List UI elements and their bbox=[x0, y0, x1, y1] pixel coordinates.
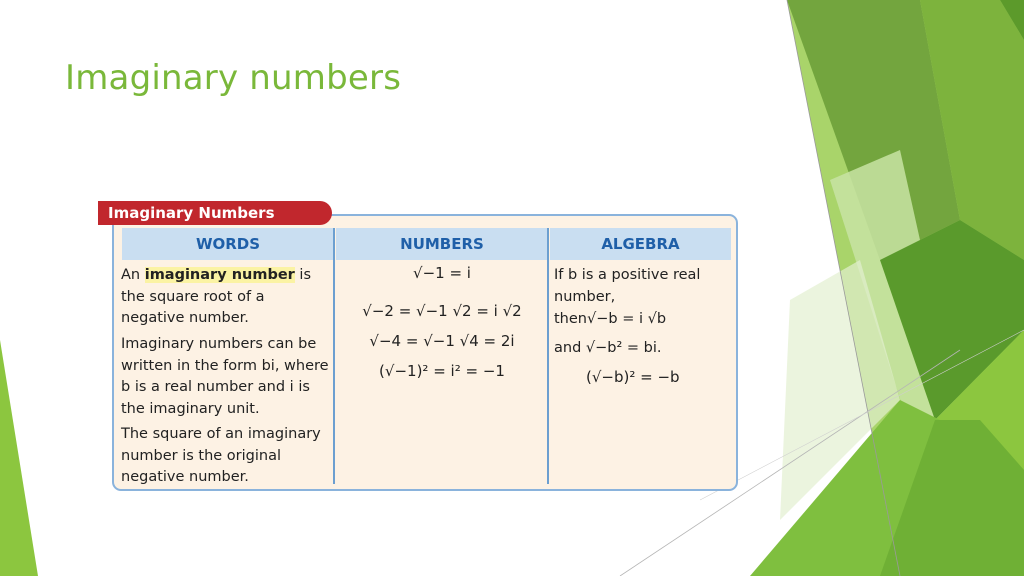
table-banner: Imaginary Numbers bbox=[98, 201, 332, 225]
number-example-1: √−1 = i bbox=[413, 264, 471, 282]
algebra-line-3: and √−b² = bi. bbox=[554, 340, 662, 356]
number-example-2: √−2 = √−1 √2 = i √2 bbox=[362, 302, 522, 320]
header-algebra: ALGEBRA bbox=[550, 228, 731, 260]
column-divider bbox=[333, 228, 335, 484]
words-paragraph-3: The square of an imaginary number is the original negative number. bbox=[121, 426, 321, 485]
highlighted-term: imaginary number bbox=[144, 267, 295, 283]
algebra-line-2: then√−b = i √b bbox=[554, 311, 667, 327]
words-paragraph-2: Imaginary numbers can be written in the form bi, where b is a real number and i is the imaginary unit. bbox=[121, 336, 329, 417]
words-text: is the square root of a negative number. bbox=[121, 267, 312, 326]
slide-title: Imaginary numbers bbox=[65, 58, 402, 98]
header-words: WORDS bbox=[122, 228, 334, 260]
header-numbers: NUMBERS bbox=[336, 228, 548, 260]
number-example-3: √−4 = √−1 √4 = 2i bbox=[369, 332, 515, 350]
algebra-line-4: (√−b)² = −b bbox=[586, 368, 680, 386]
words-paragraph-1 bbox=[121, 265, 331, 330]
words-text: An bbox=[121, 267, 145, 283]
algebra-line-1: If b is a positive real number, bbox=[554, 267, 701, 305]
number-example-4: (√−1)² = i² = −1 bbox=[379, 362, 505, 380]
